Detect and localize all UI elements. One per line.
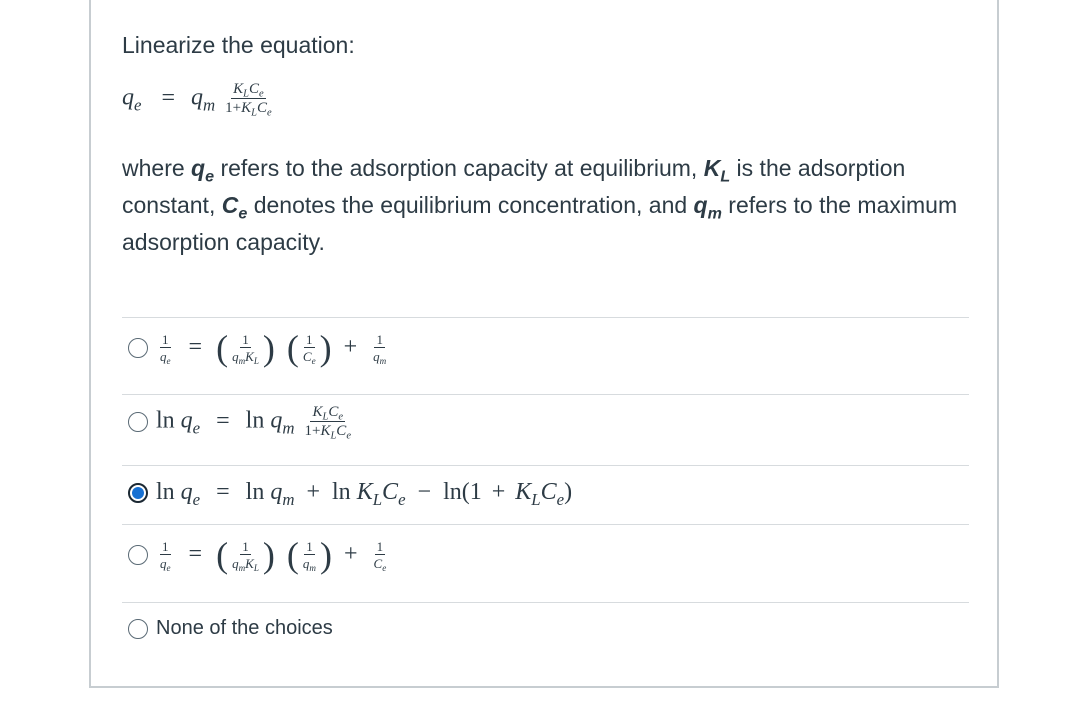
answer-divider bbox=[122, 465, 969, 466]
answer-option-a[interactable] bbox=[128, 330, 390, 366]
answer-b-formula: $\ln q_e = \ln q_m$ $\frac{K_LC_e}{1+K_LC_e}$ bbox=[156, 404, 351, 442]
answer-a-formula: $\frac{1}{q_e}$ = ( $\frac{1}{q_mK_L}$ ) ( $\frac{1}{C_e}$ ) + $\frac{1}{q_m}$ bbox=[160, 328, 387, 368]
main-equation: $q_e = q_m$ $\frac{K_LC_e}{1+K_LC_e}$ bbox=[122, 81, 272, 119]
answer-option-c[interactable] bbox=[128, 479, 573, 509]
answer-option-e[interactable] bbox=[128, 617, 333, 640]
radio-a[interactable] bbox=[128, 338, 148, 358]
question-heading: Linearize the equation: bbox=[122, 32, 355, 58]
radio-e[interactable] bbox=[128, 619, 148, 639]
radio-c-selected[interactable] bbox=[128, 483, 148, 503]
main-fraction: $\frac{K_LC_e}{1+K_LC_e}$ bbox=[225, 81, 272, 119]
answer-option-b[interactable] bbox=[128, 404, 355, 442]
answer-option-d[interactable] bbox=[128, 537, 390, 573]
radio-b[interactable] bbox=[128, 412, 148, 432]
answer-c-formula: $\ln q_e = \ln q_m + \ln K_LC_e - \ln(1 + K_LC_e)$ bbox=[156, 479, 573, 509]
question-description: where $q_e$ refers to the adsorption capacity at equilibrium, $K_L$ is the adsorption constant, $C_e$ denotes the equilibrium concentration, and $q_m$ refers to the maximum adsorption capacity. bbox=[122, 155, 958, 255]
answer-d-formula: $\frac{1}{q_e}$ = ( $\frac{1}{q_mK_L}$ ) ( $\frac{1}{q_m}$ ) + $\frac{1}{C_e}$ bbox=[160, 535, 387, 575]
radio-d[interactable] bbox=[128, 545, 148, 565]
answer-divider bbox=[122, 524, 969, 525]
answer-e-label: None of the choices bbox=[156, 617, 333, 639]
answer-divider bbox=[122, 602, 969, 603]
answer-divider bbox=[122, 317, 969, 318]
answer-divider bbox=[122, 394, 969, 395]
